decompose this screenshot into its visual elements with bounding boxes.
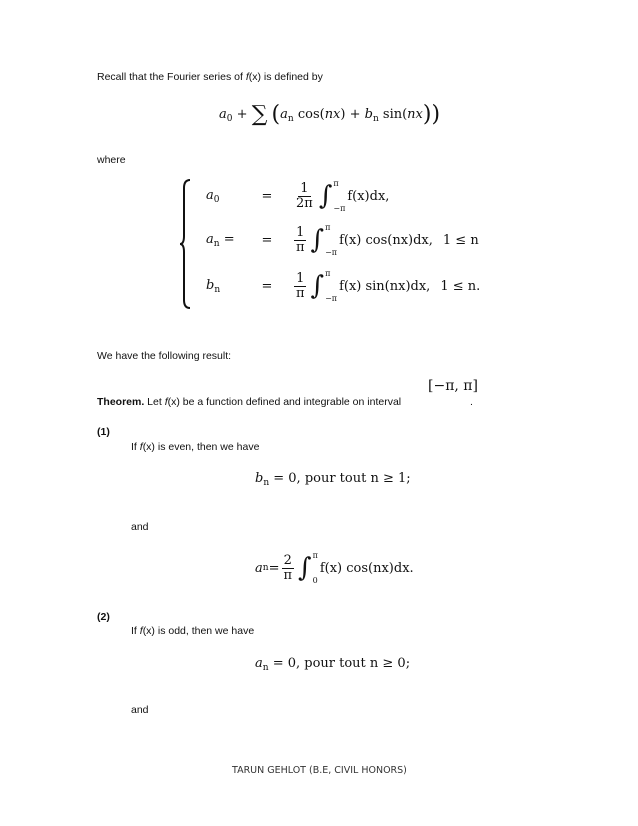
- part2-fx: f: [139, 625, 143, 637]
- row2-condition: 1 ≤ n: [442, 232, 479, 248]
- row2-lhs: [206, 232, 242, 249]
- where-label: where: [97, 154, 126, 166]
- part2-pre: If: [131, 625, 140, 637]
- part1-bn-symbol: b: [255, 471, 264, 486]
- bn-subscript: n: [372, 114, 379, 124]
- row2-lower-limit: −π: [325, 248, 338, 257]
- system-row-a0: [206, 174, 389, 218]
- row1-fraction: [294, 182, 315, 210]
- close-paren: )): [422, 102, 441, 127]
- row1-equals: =: [261, 188, 273, 204]
- part2-an-rhs: = 0, pour tout n ≥ 0;: [268, 656, 411, 671]
- intro-fx: f: [245, 71, 249, 83]
- bn-symbol: b: [364, 107, 373, 122]
- row1-upper-limit: π: [333, 179, 339, 188]
- intro-pre: Recall that the Fourier series of: [97, 71, 246, 83]
- part1-text: [131, 441, 259, 453]
- nx-term-2: nx: [407, 107, 423, 122]
- row2-integrand: f(x) cos(nx)dx,: [339, 232, 433, 248]
- part1-an-equation: [255, 546, 414, 590]
- a0-subscript: 0: [226, 114, 233, 124]
- part1-integral: [298, 551, 318, 585]
- row1-lhs-sub: 0: [213, 194, 220, 205]
- part1-bn-equation: [255, 471, 411, 488]
- row3-upper-limit: π: [325, 269, 331, 278]
- theorem-pre: Let: [144, 396, 165, 408]
- intro-text: [97, 71, 323, 83]
- cos-close: ) +: [340, 107, 365, 122]
- nx-term: nx: [324, 107, 341, 122]
- part2-an-equation: [255, 656, 410, 673]
- theorem-period: .: [470, 396, 473, 408]
- system-row-an: [206, 218, 479, 262]
- row1-num: 1: [300, 180, 309, 196]
- row3-lower-limit: −π: [325, 294, 338, 303]
- row2-equals: =: [261, 232, 273, 248]
- part1-bn-sub: n: [263, 478, 270, 488]
- theorem-label: Theorem.: [97, 396, 145, 408]
- part2-post: is odd, then we have: [154, 625, 255, 637]
- row3-lhs: [206, 278, 242, 295]
- system-row-bn: [206, 264, 480, 308]
- theorem-post: be a function defined and integrable on interval: [179, 396, 402, 408]
- part1-fraction: [281, 554, 294, 582]
- plus-sign: +: [236, 107, 248, 122]
- row1-den: 2π: [296, 195, 313, 211]
- row3-lhs-sub: n: [214, 284, 221, 295]
- row1-integral: [319, 179, 346, 213]
- intro-post: is defined by: [261, 71, 323, 83]
- left-brace-icon: [180, 178, 192, 310]
- part1-pre: If: [131, 441, 140, 453]
- an-symbol: a: [280, 107, 288, 122]
- row3-fraction: [294, 272, 307, 300]
- sin-term: sin(: [378, 107, 408, 122]
- integral-sign-icon: ∫: [310, 225, 325, 255]
- part1-label: (1): [97, 426, 110, 438]
- part2-x: (x): [142, 625, 155, 637]
- row3-integral: [311, 269, 338, 303]
- row1-integrand: f(x)dx,: [347, 188, 390, 204]
- part2-label: (2): [97, 611, 110, 623]
- part1-an-sub: n: [262, 563, 269, 573]
- integral-sign-icon: ∫: [318, 181, 333, 211]
- row2-integral: [311, 223, 338, 257]
- row3-integrand: f(x) sin(nx)dx,: [339, 278, 431, 294]
- row1-lhs: [206, 188, 242, 205]
- row3-num: 1: [296, 270, 305, 286]
- part1-x: (x): [142, 441, 155, 453]
- row2-fraction: [294, 226, 307, 254]
- part2-an-sub: n: [262, 663, 269, 673]
- part1-den: π: [283, 567, 293, 583]
- a0-symbol: a: [219, 107, 227, 122]
- part1-fx: f: [139, 441, 143, 453]
- row2-lhs-equals: =: [219, 231, 235, 247]
- part1-bn-rhs: = 0, pour tout n ≥ 1;: [269, 471, 411, 486]
- row1-lower-limit: −π: [333, 204, 346, 213]
- fourier-series-formula: [219, 102, 440, 127]
- theorem-x: (x): [167, 396, 180, 408]
- part1-and: and: [131, 521, 149, 533]
- intro-x: (x): [248, 71, 261, 83]
- open-paren: (: [271, 102, 281, 127]
- following-result-text: We have the following result:: [97, 350, 232, 362]
- row3-equals: =: [261, 278, 273, 294]
- part2-an-symbol: a: [255, 656, 263, 671]
- part2-text: [131, 625, 254, 637]
- row2-lhs-sub: n: [213, 238, 220, 249]
- part1-post: is even, then we have: [154, 441, 260, 453]
- row3-den: π: [296, 285, 305, 301]
- page-footer: TARUN GEHLOT (B.E, CIVIL HONORS): [232, 765, 407, 776]
- part1-upper-limit: π: [312, 551, 318, 560]
- theorem-line: [97, 396, 401, 408]
- integral-sign-icon: ∫: [310, 271, 325, 301]
- part1-an-symbol: a: [255, 560, 263, 576]
- integral-sign-icon: ∫: [298, 553, 312, 583]
- sigma-symbol: ∑: [251, 102, 268, 127]
- theorem-fx: f: [164, 396, 168, 408]
- row2-upper-limit: π: [325, 223, 331, 232]
- part1-integrand: f(x) cos(nx)dx.: [319, 560, 414, 576]
- interval-formula: [−π, π]: [428, 378, 478, 394]
- cos-term: cos(: [293, 107, 325, 122]
- row3-lhs-symbol: b: [206, 277, 215, 293]
- row3-condition: 1 ≤ n.: [440, 278, 481, 294]
- part1-an-equals: =: [268, 560, 280, 576]
- row2-num: 1: [296, 224, 305, 240]
- an-subscript: n: [287, 114, 294, 124]
- row2-den: π: [296, 239, 305, 255]
- part1-lower-limit: 0: [312, 576, 318, 585]
- row2-lhs-symbol: a: [206, 231, 214, 247]
- part1-num: 2: [283, 552, 292, 568]
- row1-lhs-symbol: a: [206, 187, 214, 203]
- part2-and: and: [131, 704, 149, 716]
